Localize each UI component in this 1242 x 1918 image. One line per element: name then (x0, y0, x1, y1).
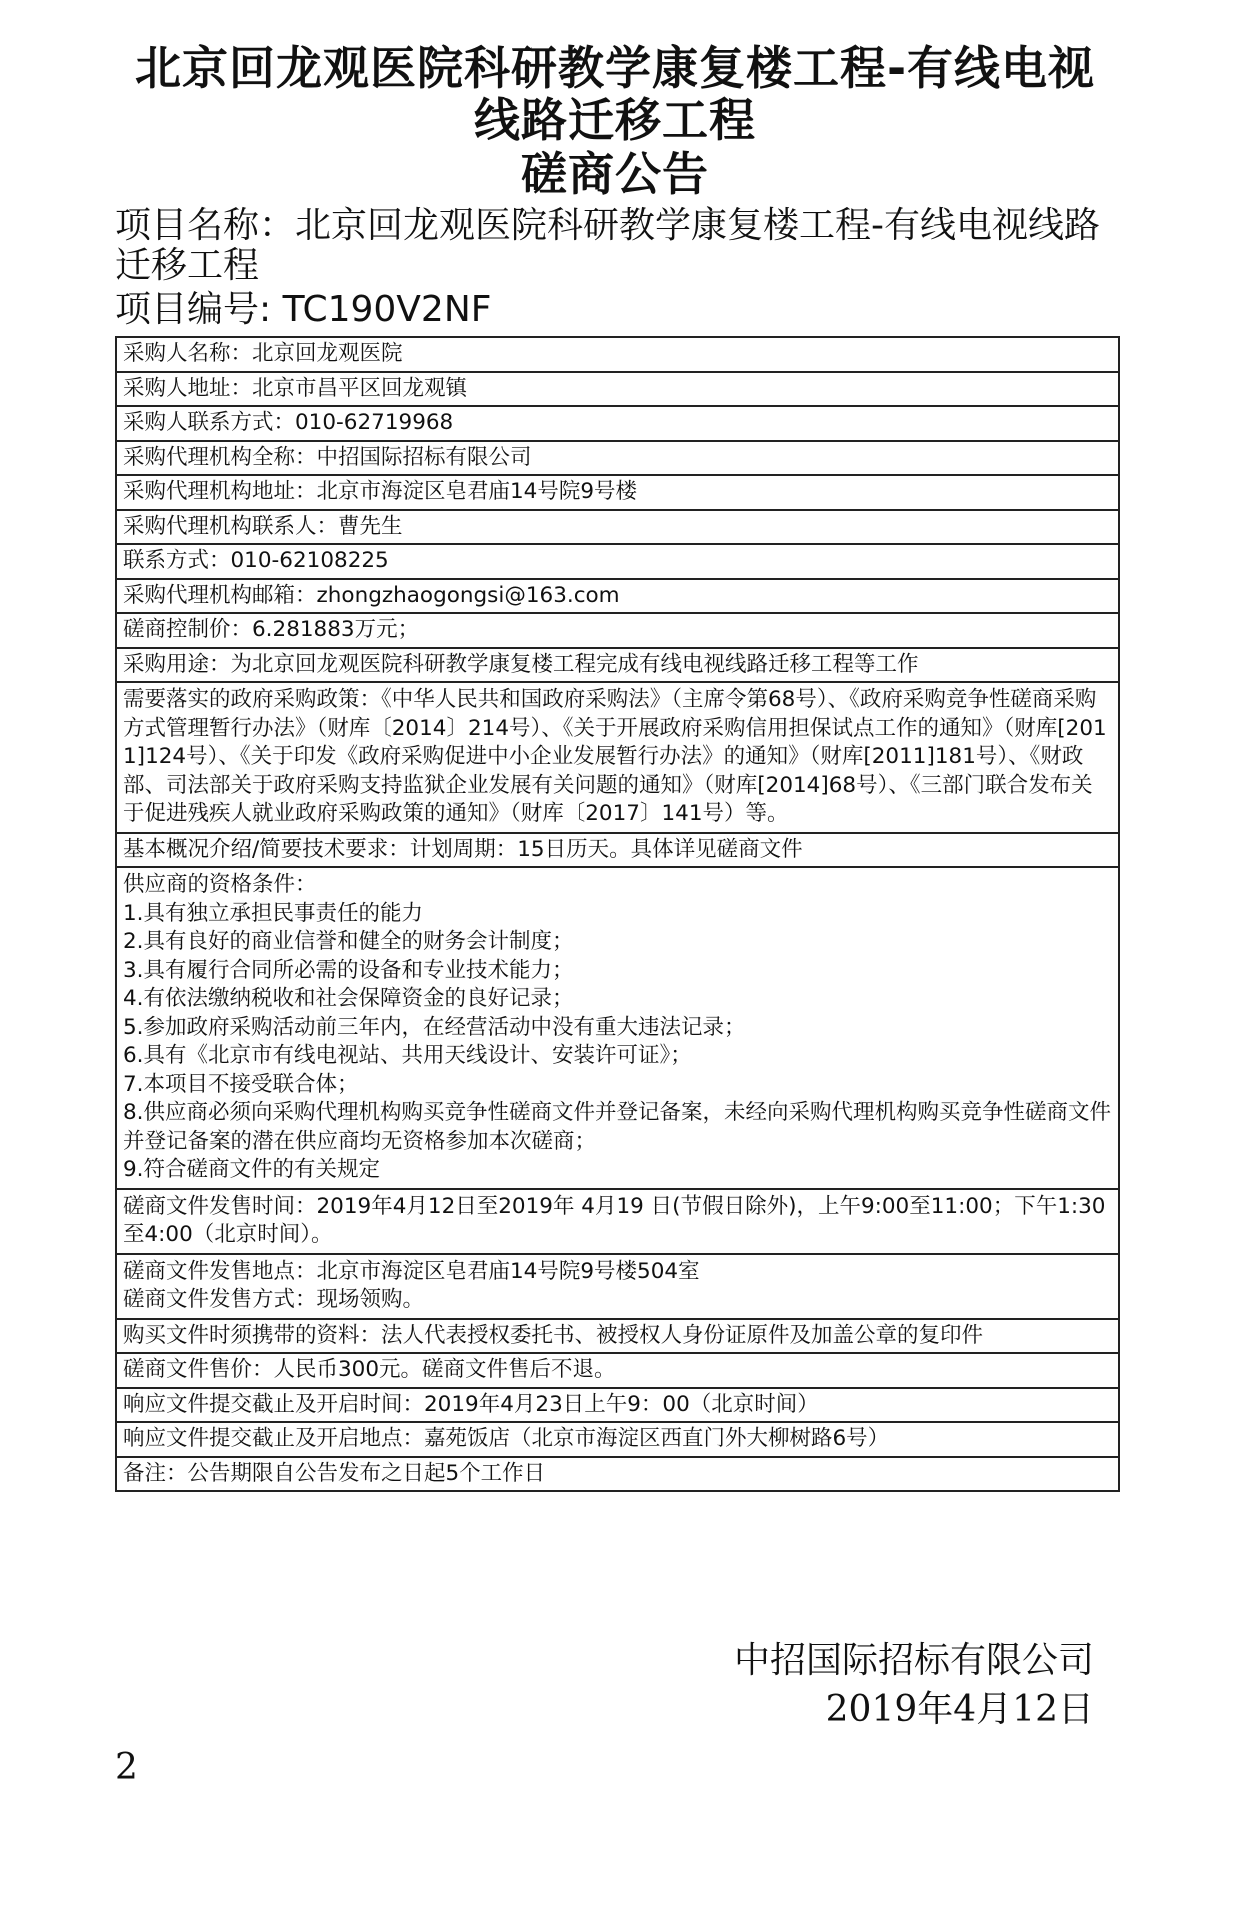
table-cell-line: 2.具有良好的商业信誉和健全的财务会计制度； (123, 929, 574, 954)
table-cell (116, 579, 1119, 614)
info-table-body (116, 337, 1119, 1491)
table-row (116, 337, 1119, 372)
table-cell (116, 475, 1119, 510)
page-number: 2 (115, 1747, 138, 1788)
table-cell-line: 7.本项目不接受联合体； (123, 1071, 359, 1097)
table-row (116, 372, 1119, 407)
table-cell (116, 613, 1119, 648)
table-cell-line: 8.供应商必须向采购代理机构购买竞争性磋商文件并登记备案，未经向采购代理机构购买竞争性磋商文件并登记备案的潜在供应商均无资格参加本次磋商； (123, 1100, 1112, 1154)
table-cell (116, 833, 1119, 868)
table-cell (116, 337, 1119, 372)
table-cell-line: 采购人地址：北京市昌平区回龙观镇 (123, 375, 468, 401)
table-row (116, 682, 1119, 833)
table-row (116, 510, 1119, 545)
project-number: 项目编号: TC190V2NF (115, 289, 492, 330)
table-cell-line: 采购代理机构邮箱：zhongzhaogongsi@163.com (123, 582, 620, 608)
table-row (116, 833, 1119, 868)
table-cell (116, 1422, 1119, 1457)
table-cell-line: 9.符合磋商文件的有关规定 (123, 1157, 381, 1182)
table-cell (116, 544, 1119, 579)
table-cell-line: 响应文件提交截止及开启时间：2019年4月23日上午9：00（北京时间） (123, 1391, 819, 1417)
table-cell-line: 磋商控制价：6.281883万元； (123, 617, 420, 642)
table-cell-line: 磋商文件发售方式：现场领购。 (123, 1287, 425, 1312)
table-cell (116, 648, 1119, 683)
table-cell-line: 4.有依法缴纳税收和社会保障资金的良好记录； (123, 986, 574, 1011)
table-cell (116, 406, 1119, 441)
info-table (115, 336, 1120, 1492)
table-cell (116, 1388, 1119, 1423)
title-line-1: 北京回龙观医院科研教学康复楼工程-有线电视 (134, 41, 1096, 95)
table-row (116, 579, 1119, 614)
table-row (116, 1457, 1119, 1492)
table-row (116, 406, 1119, 441)
table-row (116, 1319, 1119, 1354)
signature-company: 中招国际招标有限公司 (733, 1640, 1094, 1681)
table-cell-line: 6.具有《北京市有线电视站、共用天线设计、安装许可证》； (123, 1043, 692, 1068)
table-cell-line: 1.具有独立承担民事责任的能力 (123, 900, 424, 926)
table-cell-line: 响应文件提交截止及开启地点：嘉苑饭店（北京市海淀区西直门外大柳树路6号） (123, 1426, 890, 1451)
table-cell-line: 采购代理机构地址：北京市海淀区皂君庙14号院9号楼 (123, 479, 638, 504)
table-cell-line: 磋商文件发售地点：北京市海淀区皂君庙14号院9号楼504室 (123, 1258, 700, 1284)
table-cell (116, 1189, 1119, 1254)
table-cell-line: 采购代理机构全称：中招国际招标有限公司 (123, 444, 532, 470)
table-cell-line: 采购用途：为北京回龙观医院科研教学康复楼工程完成有线电视线路迁移工程等工作 (123, 651, 919, 677)
project-name: 项目名称：北京回龙观医院科研教学康复楼工程-有线电视线路迁移工程 (115, 205, 1100, 286)
table-row (116, 1353, 1119, 1388)
table-row (116, 475, 1119, 510)
table-cell-line: 磋商文件发售时间：2019年4月12日至2019年 4月19 日(节假日除外)，上午9:00至11:00；下午1:30至4:00（北京时间）。 (123, 1193, 1106, 1247)
table-row (116, 441, 1119, 476)
table-cell-line: 供应商的资格条件： (123, 872, 317, 897)
table-cell-line: 备注：公告期限自公告发布之日起5个工作日 (123, 1460, 546, 1486)
table-cell-line: 购买文件时须携带的资料：法人代表授权委托书、被授权人身份证原件及加盖公章的复印件 (123, 1322, 984, 1348)
table-cell-line: 基本概况介绍/简要技术要求：计划周期：15日历天。具体详见磋商文件 (123, 836, 803, 862)
signature-date: 2019年4月12日 (825, 1689, 1094, 1730)
table-cell (116, 1254, 1119, 1319)
table-row (116, 648, 1119, 683)
table-cell (116, 510, 1119, 545)
table-cell-line: 采购人联系方式：010-62719968 (123, 410, 454, 435)
table-cell-line: 联系方式：010-62108225 (123, 548, 389, 573)
table-row (116, 1189, 1119, 1254)
table-cell (116, 1319, 1119, 1354)
table-cell (116, 441, 1119, 476)
table-cell (116, 1353, 1119, 1388)
table-cell-line: 采购代理机构联系人：曹先生 (123, 513, 403, 539)
title-line-3: 磋商公告 (521, 147, 709, 201)
table-cell-line: 5.参加政府采购活动前三年内，在经营活动中没有重大违法记录； (123, 1014, 746, 1040)
table-cell-line: 采购人名称：北京回龙观医院 (123, 341, 403, 366)
table-row (116, 1254, 1119, 1319)
title-line-2: 线路迁移工程 (474, 93, 756, 147)
table-row (116, 1422, 1119, 1457)
table-cell (116, 682, 1119, 833)
table-cell-line: 磋商文件售价：人民币300元。磋商文件售后不退。 (123, 1357, 616, 1382)
table-row (116, 867, 1119, 1189)
table-row (116, 1388, 1119, 1423)
table-row (116, 613, 1119, 648)
table-cell (116, 372, 1119, 407)
table-cell-line: 3.具有履行合同所必需的设备和专业技术能力； (123, 957, 574, 983)
table-row (116, 544, 1119, 579)
table-cell-line: 需要落实的政府采购政策：《中华人民共和国政府采购法》（主席令第68号）、《政府采购竞争性磋商采购方式管理暂行办法》（财库〔2014〕214号）、《关于开展政府采购信用担保试点工作的通知》（财库[2011]124号）、《关于印发《政府采购促进中小企业发展暂行办法》的通知》（财库[2011]181号）、《财政部、司法部关于政府采购支持监狱企业发展有关问题的通知》（财库[2014]68号）、《三部门联合发布关于促进残疾人就业政府采购政策的通知》（财库〔2017〕141号）等。 (123, 687, 1107, 826)
table-cell (116, 867, 1119, 1189)
table-cell (116, 1457, 1119, 1492)
